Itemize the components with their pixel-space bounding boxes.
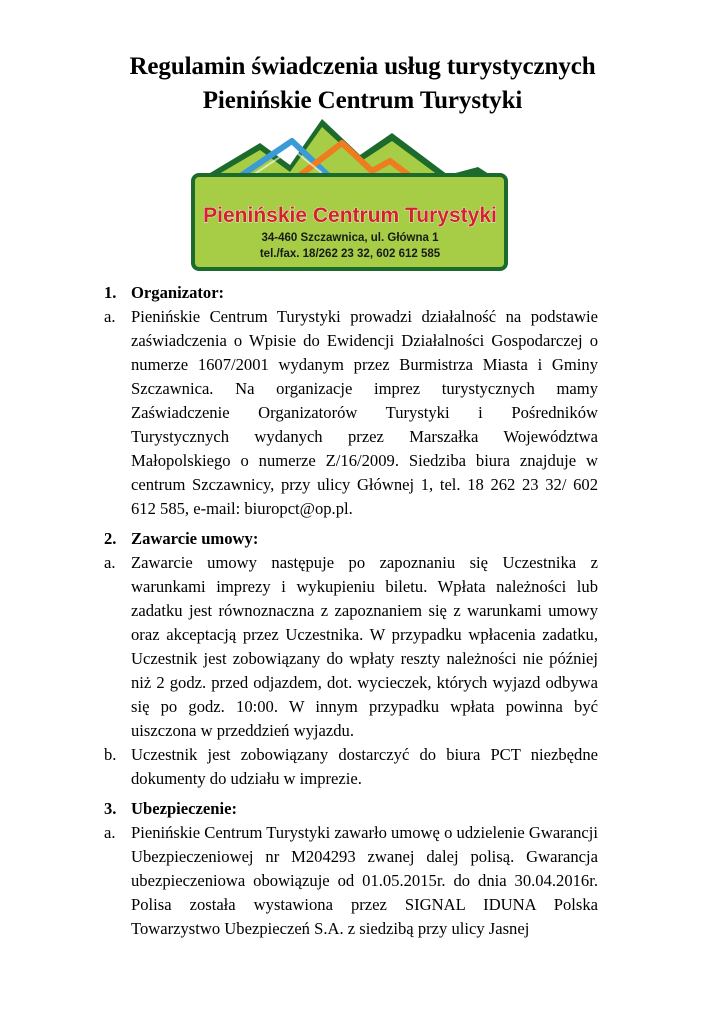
- logo-brand-name: Pienińskie Centrum Turystyki: [203, 204, 497, 227]
- list-item: [104, 305, 598, 521]
- section-heading: [104, 527, 598, 551]
- list-item: [104, 743, 598, 791]
- section-heading: [104, 797, 598, 821]
- item-marker: a.: [104, 307, 116, 326]
- logo-phone: tel./fax. 18/262 23 32, 602 612 585: [259, 248, 441, 260]
- section-title: Organizator:: [131, 283, 225, 302]
- section-heading: [104, 281, 598, 305]
- item-text: Pienińskie Centrum Turystyki zawarło umowę o udzielenie Gwarancji Ubezpieczeniowej nr M204293 zwanej dalej polisą. Gwarancja ubezpieczeniowa obowiązuje od 01.05.2015r. do dnia 30.04.2016r. Polisa została wystawiona przez SIGNAL IDUNA Polska Towarzystwo Ubezpieczeń S.A. z siedzibą przy ulicy Jasnej: [131, 823, 598, 938]
- section-title: Zawarcie umowy:: [131, 529, 259, 548]
- item-text: Pienińskie Centrum Turystyki prowadzi działalność na podstawie zaświadczenia o Wpisie do Ewidencji Działalności Gospodarczej o numerze 1607/2001 wydanym przez Burmistrza Miasta i Gminy Szczawnica. Na organizacje imprez turystycznych mamy Zaświadczenie Organizatorów Turystyki i Pośredników Turystycznych wydanych przez Marszałka Województwa Małopolskiego o numerze Z/16/2009. Siedziba biura znajduje w centrum Szczawnicy, przy ulicy Głównej 1, tel. 18 262 23 32/ 602 612 585, e-mail: biuropct@op.pl.: [131, 307, 598, 518]
- list-item: [104, 821, 598, 941]
- item-marker: a.: [104, 553, 116, 572]
- section-title: Ubezpieczenie:: [131, 799, 237, 818]
- section-insurance: [104, 797, 598, 941]
- item-marker: a.: [104, 823, 116, 842]
- document-title-line2: Pienińskie Centrum Turystyki: [202, 87, 523, 114]
- item-text: Uczestnik jest zobowiązany dostarczyć do biura PCT niezbędne dokumenty do udziału w imprezie.: [131, 745, 598, 788]
- list-item: [104, 551, 598, 743]
- section-number: 3.: [104, 799, 117, 818]
- section-number: 1.: [104, 283, 117, 302]
- section-organizer: [104, 281, 598, 521]
- item-text: Zawarcie umowy następuje po zapoznaniu się Uczestnika z warunkami imprezy i wykupieniu biletu. Wpłata należności lub zadatku jest równoznaczna z zapoznaniem się z warunkami umowy oraz akceptacją przez Uczestnika. W przypadku wpłacenia zadatku, Uczestnik jest zobowiązany do wpłaty reszty należności nie później niż 2 godz. przed odjazdem, dot. wycieczek, których wyjazd odbywa się po godz. 10:00. W innym przypadku wpłata powinna być uiszczona w przeddzień wyjazdu.: [131, 553, 598, 740]
- item-marker: b.: [104, 745, 117, 764]
- document-title-line1: Regulamin świadczenia usług turystycznych: [129, 53, 596, 80]
- section-number: 2.: [104, 529, 117, 548]
- logo-address: 34-460 Szczawnica, ul. Główna 1: [261, 232, 439, 244]
- company-logo: [190, 117, 510, 273]
- section-contract: [104, 527, 598, 791]
